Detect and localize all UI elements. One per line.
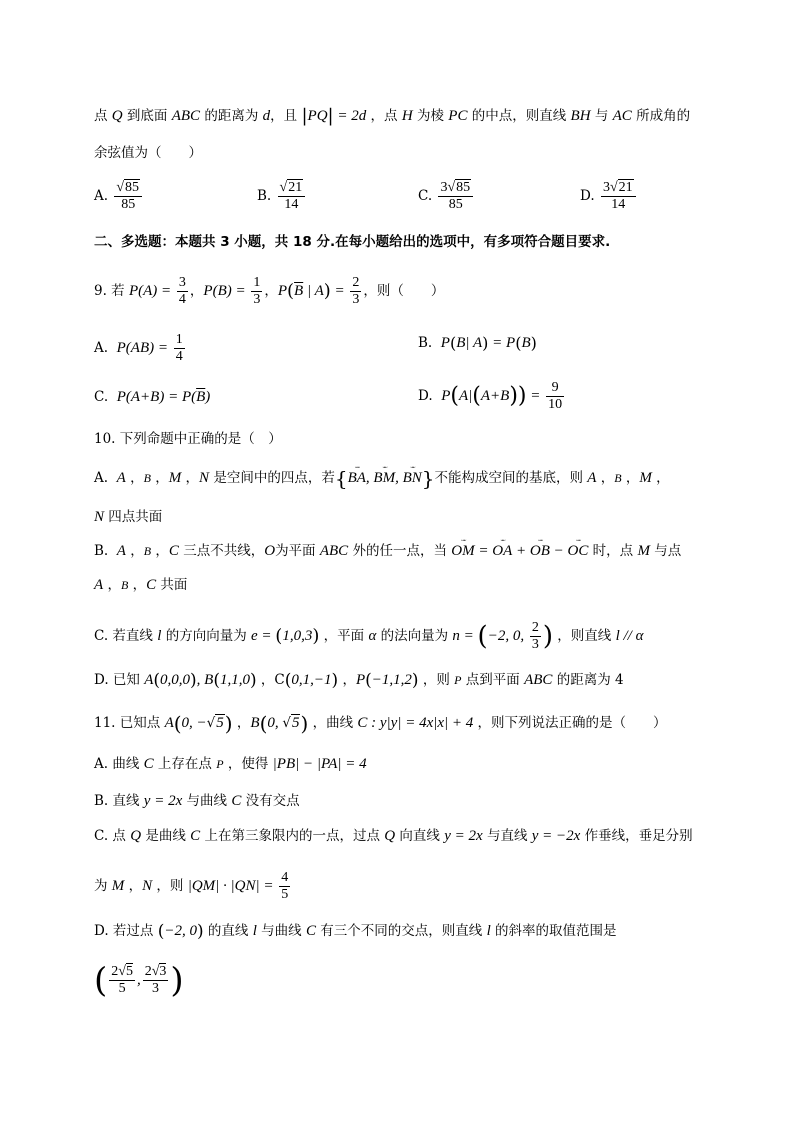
q10-stem: 10. 下列命题中正确的是（ ）: [94, 431, 282, 447]
q10-option-b-line2: A ，B ，C 共面: [94, 577, 188, 593]
q11-option-a: A. 曲线 C 上存在点 P ，使得 |PB| − |PA| = 4: [94, 756, 367, 772]
q9-option-a: A. P(AB) = $\frac{1}{4}$: [94, 332, 183, 364]
q9-option-c: C. $P(A+B) = P(\overline{B})$: [94, 389, 211, 405]
q11-option-d-line2: ( $\frac{2√5}{5}$ , $\frac{2√3}{3}$ ): [94, 960, 184, 1001]
q9-option-d: D. P(A|(A+B)) = $\frac{9}{10}$: [418, 380, 563, 412]
q11-option-c-line1: C. 点 Q 是曲线 C 上在第三象限内的一点，过点 Q 向直线 y = 2x 与直线 y = −2x 作垂线，垂足分别: [94, 828, 693, 844]
q8-option-b: B. $\frac{√21}{14}$: [257, 180, 307, 213]
q11-option-b: B. 直线 y = 2x 与曲线 C 没有交点: [94, 793, 300, 809]
q10-option-a-line2: N 四点共面: [94, 509, 163, 525]
section-header-multi-choice: 二、多选题：本题共 3 小题，共 18 分.在每小题给出的选项中，有多项符合题目要求.: [94, 234, 611, 250]
q11-option-c-line2: 为 M ，N ，则 |QM| · |QN| = $\frac{4}{5}$: [94, 870, 289, 902]
q11-stem: 11. 已知点 A(0, −√5) ，B(0, √5) ，曲线 C : y|y| = 4x|x| + 4 ，则下列说法正确的是（ ）: [94, 711, 667, 736]
q11-option-d-line1: D. 若过点 (−2, 0) 的直线 l 与曲线 C 有三个不同的交点，则直线 l 的斜率的取值范围是: [94, 921, 617, 942]
q8-option-d: D. $\frac{3√21}{14}$: [580, 180, 638, 213]
q10-option-d: D. 已知 A(0,0,0), B(1,1,0) ，C(0,1,−1) ，P(−1,1,2) ，则 P 点到平面 ABC 的距离为 4: [94, 670, 624, 691]
q8-option-c: C. $\frac{3√85}{85}$: [418, 180, 475, 213]
q8-line1: 点 Q 到底面 ABC 的距离为 d，且 |PQ| = 2d ，点 H 为棱 PC 的中点，则直线 BH 与 AC 所成角的: [94, 105, 691, 127]
q9-stem: 9. 若 P(A) = $\frac{3}{4}$ ，P(B) = $\frac{1}{3}$ ，$P(\overline{B}$ | A) = $\frac{2}{3}$ ，则（ ）: [94, 275, 445, 307]
q8-line2: 余弦值为（ ）: [94, 145, 202, 161]
q10-option-a-line1: A. A ，B ，M ，N 是空间中的四点，若{ᵕᵕᵕ BA, ᵕᵕᵕ BM, ᵕᵕᵕ BN}不能构成空间的基底，则 A ，B ，M ，: [94, 468, 670, 489]
q10-option-c: C. 若直线 l 的方向向量为 e = (1,0,3) ，平面 α 的法向量为 n = (−2, 0, $\frac{2}{3}$ ) ，则直线 l // α: [94, 620, 644, 652]
q10-option-b-line1: B. A ，B ，C 三点不共线，O为平面 ABC 外的任一点，当 ᵕᵕᵕ OM = ᵕᵕᵕ OA + ᵕᵕᵕ OB − ᵕᵕᵕ OC 时，点 M 与点: [94, 541, 681, 561]
q8-option-a: A. $\frac{√85}{85}$: [94, 180, 144, 213]
q9-option-b: B. P(B| A) = P(B): [418, 333, 537, 353]
